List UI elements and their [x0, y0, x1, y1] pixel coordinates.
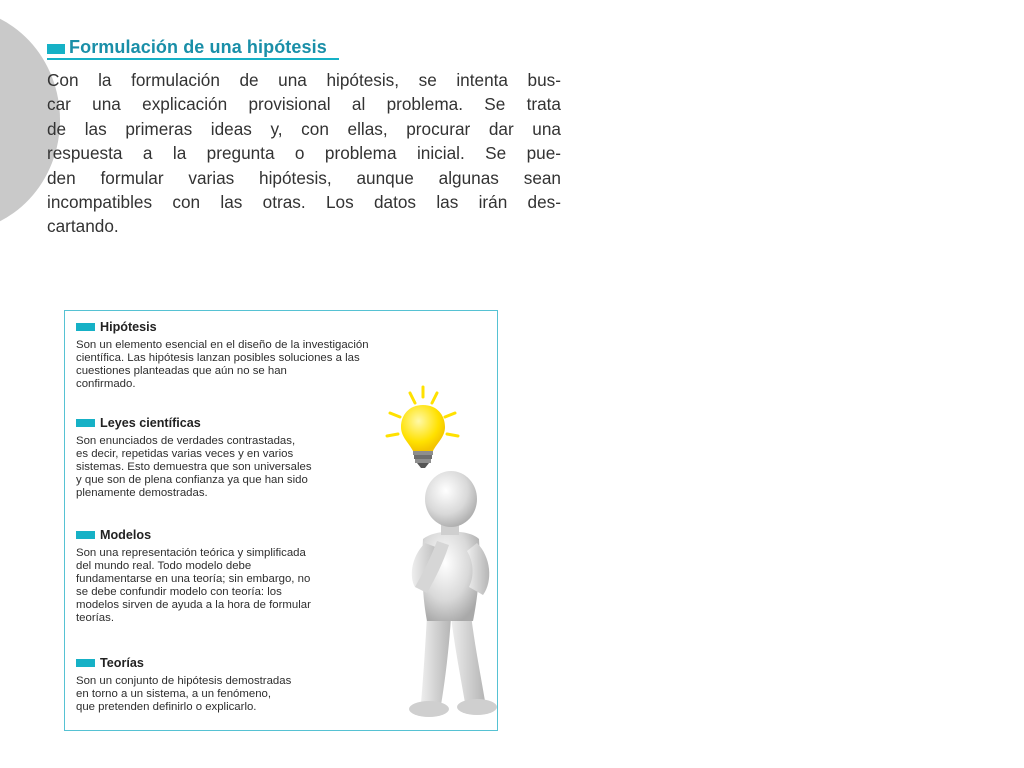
concept-title: Hipótesis	[100, 320, 157, 334]
lightbulb-icon	[401, 405, 445, 468]
concept-leyes	[76, 415, 376, 500]
concept-line: en torno a un sistema, a un fenómeno,	[76, 688, 272, 701]
concept-marker	[76, 323, 95, 331]
concept-marker	[76, 419, 95, 427]
concept-modelos	[76, 527, 376, 626]
paragraph-line: den formular varias hipótesis, aunque algunas sean	[47, 167, 561, 188]
concept-line: científica. Las hipótesis lanzan posibles soluciones a las	[76, 352, 360, 365]
concept-line: y que son de plena confianza ya que han sido	[76, 474, 308, 487]
paragraph-line: de las primeras ideas y, con ellas, procurar dar una	[47, 118, 561, 139]
concept-title: Teorías	[100, 656, 144, 670]
concept-title: Leyes científicas	[100, 416, 201, 430]
concept-marker	[76, 659, 95, 667]
concept-marker	[76, 531, 95, 539]
concept-line: modelos sirven de ayuda a la hora de formular	[76, 599, 311, 612]
concept-text	[76, 547, 376, 626]
concept-text	[76, 675, 376, 714]
section-title: Formulación de una hipótesis	[69, 36, 327, 57]
concept-hipotesis	[76, 319, 376, 391]
concept-line: sistemas. Esto demuestra que son universales	[76, 461, 312, 474]
concept-line: cuestiones planteadas que aún no se han	[76, 365, 287, 378]
concept-line: teorías.	[76, 612, 114, 625]
thinking-person-lightbulb-illustration	[365, 381, 515, 726]
concept-line: Son un elemento esencial en el diseño de la investigación	[76, 339, 369, 351]
paragraph-line: car una explicación provisional al problema. Se trata	[47, 94, 561, 115]
concept-heading	[76, 415, 376, 431]
concept-line: se debe confundir modelo con teoría: los	[76, 586, 282, 599]
concepts-box	[64, 310, 498, 731]
concept-text	[76, 339, 376, 391]
concept-line: es decir, repetidas varias veces y en varios	[76, 448, 294, 461]
thinking-person-icon	[409, 471, 497, 717]
concept-text	[76, 435, 376, 500]
concept-title: Modelos	[100, 528, 152, 542]
concept-teorias	[76, 655, 376, 714]
paragraph-line: respuesta a la pregunta o problema inicial. Se pue-	[47, 143, 561, 164]
concept-line: plenamente demostradas.	[76, 487, 208, 500]
concept-line: Son un conjunto de hipótesis demostradas	[76, 675, 292, 687]
concept-line: del mundo real. Todo modelo debe	[76, 560, 252, 573]
paragraph-line: Con la formulación de una hipótesis, se intenta bus-	[47, 70, 561, 90]
concept-line: Son una representación teórica y simplificada	[76, 547, 306, 559]
heading-marker	[47, 44, 65, 54]
section-heading	[47, 36, 339, 60]
concept-line: confirmado.	[76, 378, 136, 391]
concept-heading	[76, 527, 376, 543]
concept-heading	[76, 319, 376, 335]
concept-line: fundamentarse en una teoría; sin embargo, no	[76, 573, 311, 586]
concept-line: Son enunciados de verdades contrastadas,	[76, 435, 296, 447]
paragraph-line: cartando.	[47, 216, 119, 237]
concept-line: que pretenden definirlo o explicarlo.	[76, 701, 257, 714]
paragraph-line: incompatibles con las otras. Los datos las irán des-	[47, 191, 561, 212]
concept-heading	[76, 655, 376, 671]
intro-paragraph	[47, 68, 561, 239]
